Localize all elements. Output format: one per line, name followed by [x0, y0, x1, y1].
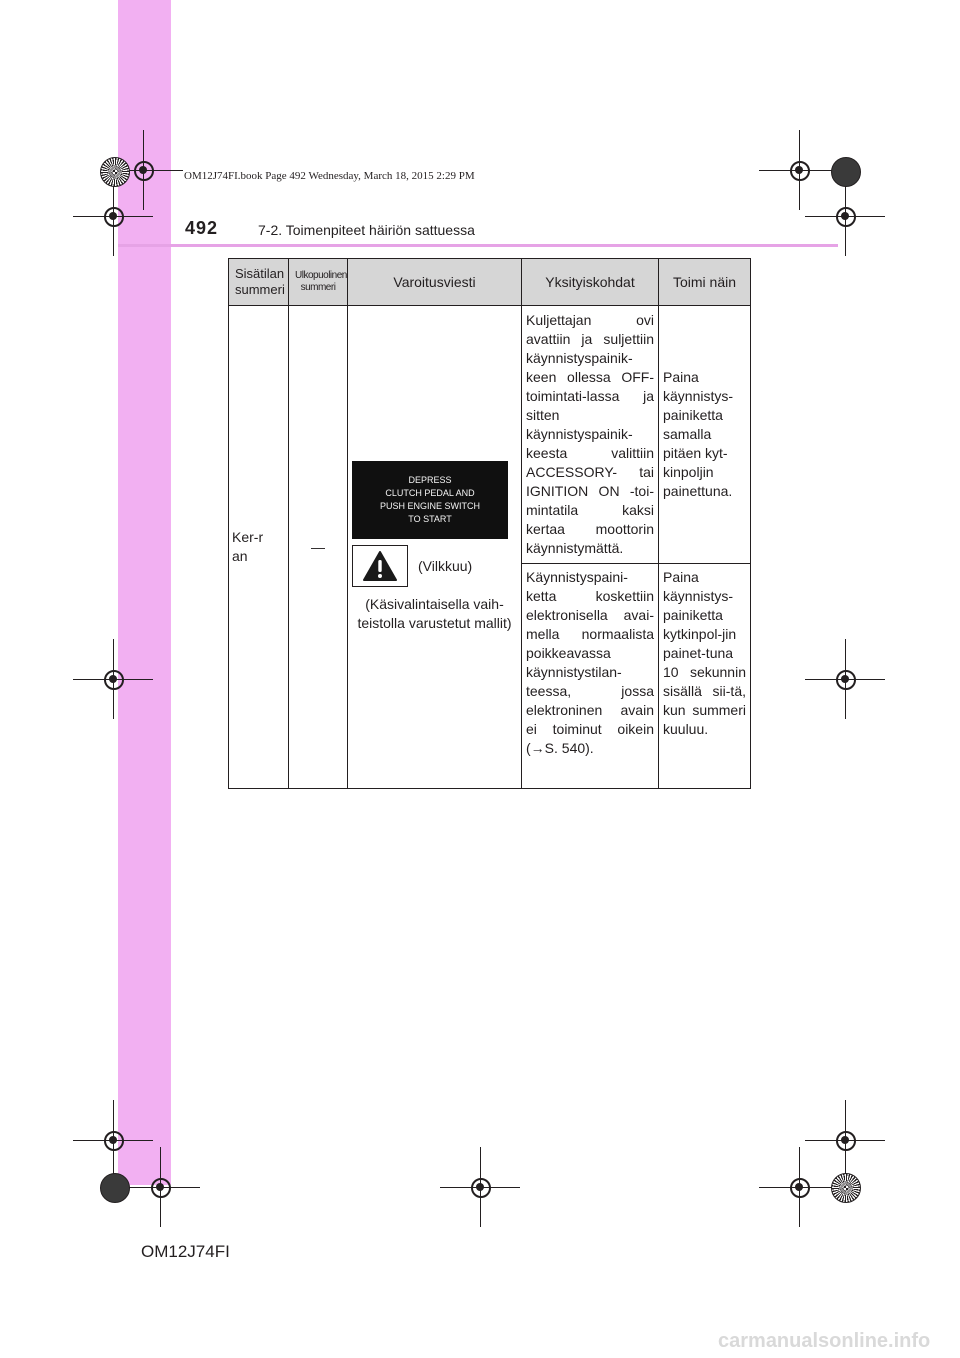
color-target-sunburst-icon	[100, 157, 130, 187]
header-action: Toimi näin	[659, 259, 751, 306]
watermark: carmanualsonline.info	[718, 1330, 931, 1352]
exterior-buzzer-cell	[289, 306, 348, 789]
warning-message-table	[228, 258, 751, 789]
header-rule	[118, 244, 838, 247]
interior-buzzer-cell	[229, 306, 289, 789]
interior-buzzer-value: Ker-ran	[232, 529, 264, 564]
table-row	[229, 306, 751, 564]
warning-triangle-icon	[352, 545, 408, 587]
book-info-line: OM12J74FI.book Page 492 Wednesday, March 18, 2015 2:29 PM	[184, 170, 475, 182]
action-cell: Paina käynnistys-painiketta samalla pitäen kyt-kinpoljin painettuna.	[659, 306, 751, 564]
display-line: PUSH ENGINE SWITCH	[379, 501, 480, 511]
header-details: Yksityiskohdat	[522, 259, 659, 306]
display-line: DEPRESS	[408, 475, 452, 485]
action-cell: Paina käynnistys-painiketta kytkinpol-jin painet-tuna 10 sekunnin sisällä sii-tä, kun summeri kuuluu.	[659, 564, 751, 789]
details-cell: Käynnistyspaini-ketta koskettiin elektronisella avai-mella normaalista poikkeavassa käynnistystilan-teessa, jossa elektroninen avain ei toiminut oikein (→S. 540).	[522, 564, 659, 789]
warning-indicator-row	[352, 545, 521, 587]
details-cell: Kuljettajan ovi avattiin ja suljettiin käynnistyspainik-keen ollessa OFF-toimintati-lassa ja sitten käynnistyspainik-keesta valittiin ACCESSORY- tai IGNITION ON -toi-mintatila kaksi kertaa moottorin käynnistymättä.	[522, 306, 659, 564]
color-target-sunburst-icon	[831, 1173, 861, 1203]
table-header-row	[229, 259, 751, 306]
blink-label: (Vilkkuu)	[418, 557, 473, 574]
multi-info-display	[352, 461, 508, 539]
color-target-disc-icon	[100, 1173, 130, 1203]
page-number: 492	[185, 218, 219, 238]
manual-code: OM12J74FI	[141, 1242, 230, 1261]
exterior-buzzer-value: —	[311, 538, 325, 555]
model-note: (Käsivalintaisella vaih-teistolla varustetut mallit)	[357, 596, 512, 631]
display-line: TO START	[408, 514, 452, 524]
header-warning-message: Varoitusviesti	[348, 259, 522, 306]
header-exterior-buzzer: Ulkopuolinen summeri	[289, 259, 348, 306]
warning-message-cell	[348, 306, 522, 789]
header-interior-buzzer: Sisätilan summeri	[229, 259, 289, 306]
display-line: CLUTCH PEDAL AND	[385, 488, 475, 498]
color-target-disc-icon	[831, 157, 861, 187]
section-title: 7-2. Toimenpiteet häiriön sattuessa	[258, 222, 475, 238]
